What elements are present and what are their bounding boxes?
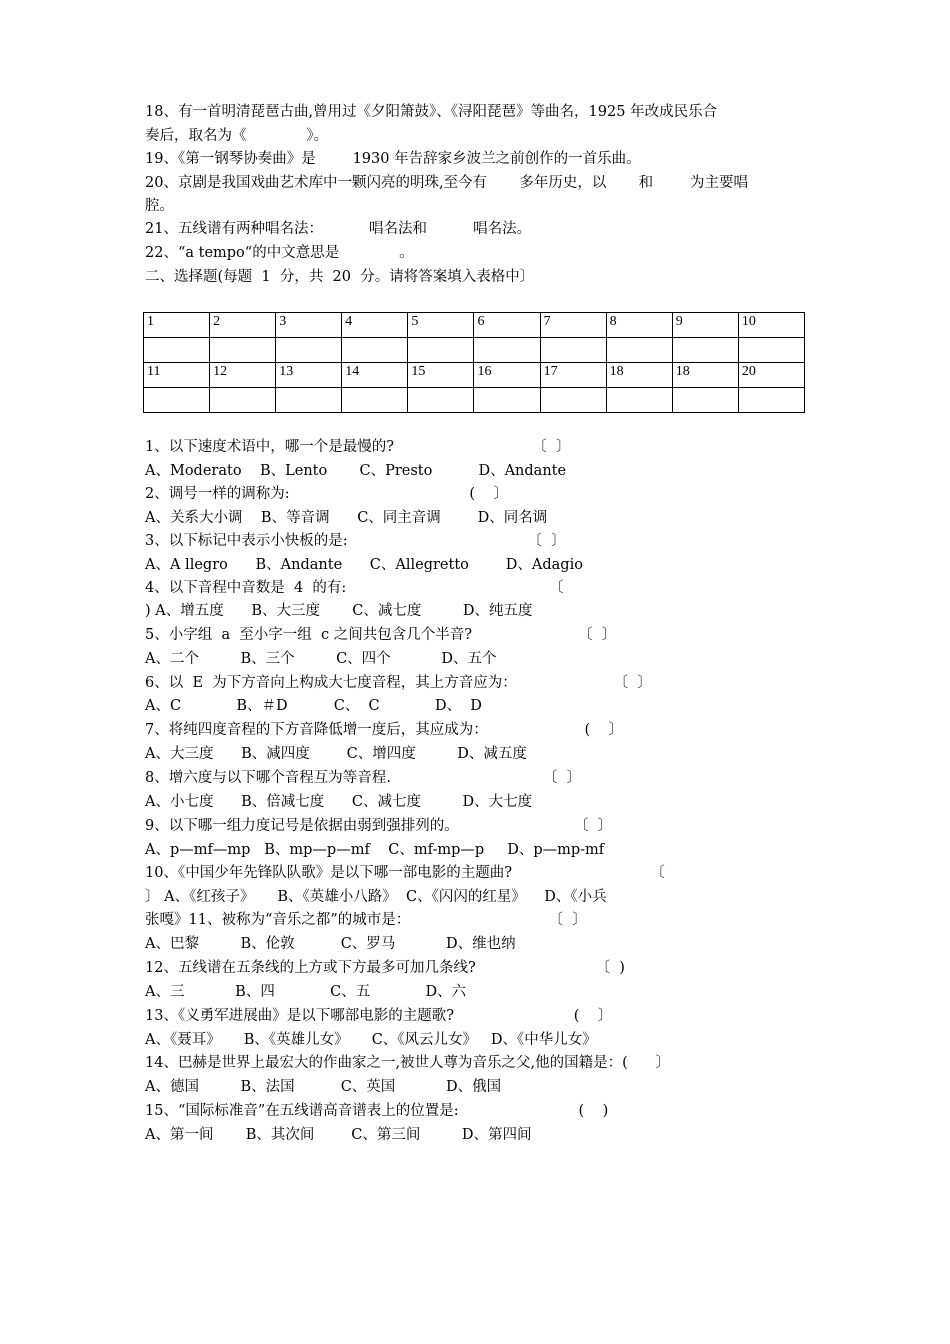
answer-cell[interactable] [276, 388, 342, 413]
question-4-options: ) A、增五度 B、大三度 C、减七度 D、纯五度 [145, 603, 533, 619]
answer-cell[interactable] [210, 338, 276, 363]
question-10: 10、《中国少年先锋队队歌》是以下哪一部电影的主题曲? 〔 [145, 865, 665, 881]
question-3: 3、以下标记中表示小快板的是: 〔 〕 [145, 533, 566, 549]
answer-table-number-row-1 [144, 313, 805, 338]
answer-cell[interactable] [144, 388, 210, 413]
question-6-options: A、C B、＃D C、 C D、 D [145, 698, 482, 714]
question-12: 12、五线谱在五条线的上方或下方最多可加几条线? 〔 ) [145, 960, 625, 976]
question-2-options: A、关系大小调 B、等音调 C、同主音调 D、同名调 [145, 510, 548, 526]
answer-cell[interactable] [474, 338, 540, 363]
question-15-options: A、第一间 B、其次间 C、第三间 D、第四间 [145, 1127, 532, 1143]
question-14-options: A、德国 B、法国 C、英国 D、俄国 [145, 1079, 502, 1095]
answer-table-blank-row-1 [144, 338, 805, 363]
question-8-options: A、小七度 B、倍减七度 C、减七度 D、大七度 [145, 794, 533, 810]
question-9-options: A、p—mf—mp B、mp—p—mf C、mf-mp—p D、p—mp-mf [145, 842, 605, 858]
answer-number-14: 14 [342, 363, 408, 388]
question-11: 张嘎》11、被称为“音乐之都”的城市是： 〔 〕 [145, 912, 587, 928]
answer-cell[interactable] [276, 338, 342, 363]
answer-cell[interactable] [474, 388, 540, 413]
answer-cell[interactable] [408, 338, 474, 363]
question-1: 1、以下速度术语中，哪一个是最慢的? 〔 〕 [145, 439, 571, 455]
answer-number-16: 16 [474, 363, 540, 388]
question-21: 21、五线谱有两种唱名法： 唱名法和 唱名法。 [145, 221, 532, 237]
question-14: 14、巴赫是世界上最宏大的作曲家之一,被世人尊为音乐之父,他的国籍是：( 〕 [145, 1055, 670, 1071]
question-3-options: A、A llegro B、Andante C、Allegretto D、Adagio [145, 557, 583, 573]
question-15: 15、“国际标准音”在五线谱高音谱表上的位置是: ( ) [145, 1103, 609, 1119]
question-6: 6、以 E 为下方音向上构成大七度音程，其上方音应为： 〔 〕 [145, 675, 652, 691]
question-7: 7、将纯四度音程的下方音降低增一度后，其应成为： ( 〕 [145, 722, 624, 738]
answer-number-6: 6 [474, 313, 540, 338]
answer-number-8: 8 [606, 313, 672, 338]
answer-cell[interactable] [144, 338, 210, 363]
answer-cell[interactable] [606, 388, 672, 413]
question-9: 9、以下哪一组力度记号是依据由弱到强排列的。 〔 〕 [145, 818, 613, 834]
question-8: 8、增六度与以下哪个音程互为等音程. 〔 〕 [145, 770, 582, 786]
question-19: 19、《第一钢琴协奏曲》是 1930 年告辞家乡波兰之前创作的一首乐曲。 [145, 151, 641, 167]
answer-cell[interactable] [342, 338, 408, 363]
answer-number-4: 4 [342, 313, 408, 338]
answer-cell[interactable] [210, 388, 276, 413]
answer-number-7: 7 [540, 313, 606, 338]
question-11-options: A、巴黎 B、伦敦 C、罗马 D、维也纳 [145, 936, 516, 952]
question-5: 5、小字组 a 至小字一组 c 之间共包含几个半音? 〔 〕 [145, 627, 617, 643]
answer-number-2: 2 [210, 313, 276, 338]
answer-number-5: 5 [408, 313, 474, 338]
answer-cell[interactable] [342, 388, 408, 413]
question-12-options: A、三 B、四 C、五 D、六 [145, 984, 467, 1000]
answer-cell[interactable] [408, 388, 474, 413]
answer-number-19: 18 [672, 363, 738, 388]
answer-cell[interactable] [606, 338, 672, 363]
question-4: 4、以下音程中音数是 4 的有: 〔 [145, 580, 564, 596]
answer-number-15: 15 [408, 363, 474, 388]
answer-number-18: 18 [606, 363, 672, 388]
answer-table [143, 312, 805, 413]
question-20-line-2: 腔。 [145, 198, 174, 214]
answer-number-10: 10 [738, 313, 804, 338]
answer-cell[interactable] [672, 338, 738, 363]
answer-cell[interactable] [738, 388, 804, 413]
answer-number-12: 12 [210, 363, 276, 388]
answer-number-11: 11 [144, 363, 210, 388]
answer-number-17: 17 [540, 363, 606, 388]
question-18-line-1: 18、有一首明清琵琶古曲,曾用过《夕阳箫鼓》、《浔阳琵琶》等曲名，1925 年改成民乐合 [145, 104, 718, 120]
question-22: 22、“a tempo“的中文意思是 。 [145, 245, 414, 261]
question-18-line-2: 奏后，取名为《 》。 [145, 128, 329, 144]
question-2: 2、调号一样的调称为: ( 〕 [145, 486, 508, 502]
answer-cell[interactable] [672, 388, 738, 413]
answer-number-3: 3 [276, 313, 342, 338]
question-20-line-1: 20、京剧是我国戏曲艺术库中一颗闪亮的明珠,至今有 多年历史，以 和 为主要唱 [145, 175, 748, 191]
question-7-options: A、大三度 B、减四度 C、增四度 D、减五度 [145, 746, 527, 762]
question-5-options: A、二个 B、三个 C、四个 D、五个 [145, 651, 497, 667]
answer-cell[interactable] [540, 388, 606, 413]
answer-number-9: 9 [672, 313, 738, 338]
answer-number-13: 13 [276, 363, 342, 388]
question-13: 13、《义勇军进展曲》是以下哪部电影的主题歌? ( 〕 [145, 1008, 613, 1024]
answer-table-blank-row-2 [144, 388, 805, 413]
answer-number-20: 20 [738, 363, 804, 388]
answer-number-1: 1 [144, 313, 210, 338]
question-10-options: 〕 A、《红孩子》 B、《英雄小八路》 C、《闪闪的红星》 D、《小兵 [145, 889, 607, 905]
section-2-heading: 二、选择题(每题 1 分，共 20 分。请将答案填入表格中〕 [145, 269, 535, 285]
question-13-options: A、《聂耳》 B、《英雄儿女》 C、《风云儿女》 D、《中华儿女》 [145, 1032, 597, 1048]
answer-table-number-row-2 [144, 363, 805, 388]
answer-cell[interactable] [738, 338, 804, 363]
question-1-options: A、Moderato B、Lento C、Presto D、Andante [145, 463, 567, 479]
answer-cell[interactable] [540, 338, 606, 363]
